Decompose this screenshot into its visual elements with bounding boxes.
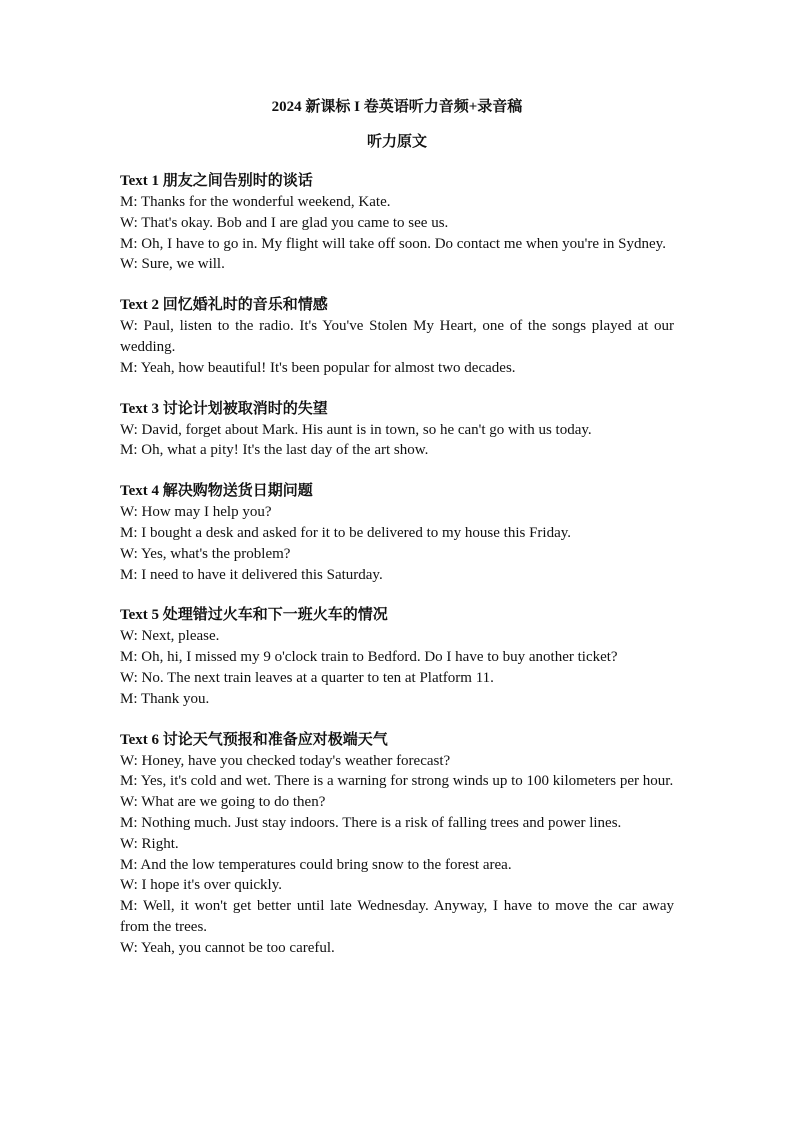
section-text-2	[120, 295, 674, 378]
section-text-1	[120, 171, 674, 275]
dialogue-line: W: Sure, we will.	[120, 256, 225, 273]
dialogue-line: M: Thanks for the wonderful weekend, Kate.	[120, 194, 391, 210]
dialogue-line: M: And the low temperatures could bring snow to the forest area.	[120, 856, 512, 873]
section-heading: Text 2 回忆婚礼时的音乐和情感	[120, 297, 328, 314]
section-heading: Text 4 解决购物送货日期问题	[120, 483, 313, 500]
dialogue-line: M: Oh, hi, I missed my 9 o'clock train to Bedford. Do I have to buy another ticket?	[120, 649, 618, 666]
dialogue-line: W: Yes, what's the problem?	[120, 545, 291, 562]
dialogue-line: M: Yes, it's cold and wet. There is a warning for strong winds up to 100 kilometers per hour.	[120, 773, 674, 790]
dialogue-line: M: Nothing much. Just stay indoors. There is a risk of falling trees and power lines.	[120, 814, 622, 831]
dialogue-line: W: Paul, listen to the radio. It's You've Stolen My Heart, one of the songs played at our wedding.	[120, 318, 674, 355]
document-title: 2024 新课标 I 卷英语听力音频+录音稿	[271, 99, 523, 115]
dialogue-line: W: No. The next train leaves at a quarter to ten at Platform 11.	[120, 669, 494, 686]
dialogue-line: W: Yeah, you cannot be too careful.	[120, 939, 335, 956]
dialogue-line: W: I hope it's over quickly.	[120, 877, 282, 894]
dialogue-line: M: Well, it won't get better until late Wednesday. Anyway, I have to move the car away from the trees.	[120, 898, 674, 935]
dialogue-line: W: Honey, have you checked today's weather forecast?	[120, 752, 451, 769]
dialogue-line: M: Oh, what a pity! It's the last day of the art show.	[120, 442, 429, 459]
dialogue-line: W: How may I help you?	[120, 504, 272, 521]
dialogue-line: W: Right.	[120, 835, 179, 852]
dialogue-line: M: I need to have it delivered this Saturday.	[120, 566, 383, 583]
section-text-4	[120, 481, 674, 585]
dialogue-line: W: That's okay. Bob and I are glad you came to see us.	[120, 214, 449, 231]
document-subtitle: 听力原文	[366, 134, 427, 150]
dialogue-line: M: Yeah, how beautiful! It's been popular for almost two decades.	[120, 359, 516, 376]
section-heading: Text 6 讨论天气预报和准备应对极端天气	[120, 731, 388, 748]
section-text-3	[120, 399, 674, 462]
section-text-5	[120, 605, 674, 709]
dialogue-line: M: I bought a desk and asked for it to be delivered to my house this Friday.	[120, 524, 572, 541]
dialogue-line: M: Thank you.	[120, 690, 210, 707]
dialogue-line: W: Next, please.	[120, 628, 220, 645]
dialogue-line: W: David, forget about Mark. His aunt is in town, so he can't go with us today.	[120, 421, 592, 438]
section-heading: Text 1 朋友之间告别时的谈话	[120, 173, 313, 189]
section-heading: Text 3 讨论计划被取消时的失望	[120, 400, 328, 417]
dialogue-line: M: Oh, I have to go in. My flight will take off soon. Do contact me when you're in Sydney.	[120, 235, 666, 252]
transcript-content	[120, 171, 674, 979]
dialogue-line: W: What are we going to do then?	[120, 794, 326, 811]
section-text-6	[120, 730, 674, 959]
section-heading: Text 5 处理错过火车和下一班火车的情况	[120, 607, 388, 624]
